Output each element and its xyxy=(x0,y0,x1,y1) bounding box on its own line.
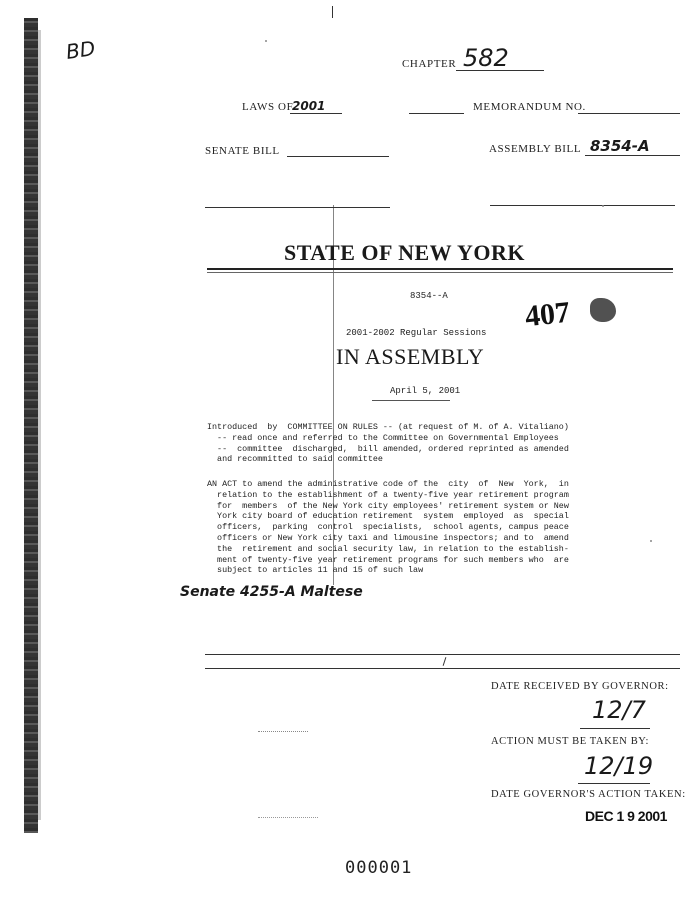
introduced-line: and recommitted to said committee xyxy=(207,454,383,465)
scan-speck xyxy=(650,540,652,542)
act-line: officers or New York city taxi and limousine inspectors; and to amend xyxy=(207,532,569,543)
introduced-line: Introduced by COMMITTEE ON RULES -- (at request of M. of A. Vitaliano) xyxy=(207,422,569,432)
stamp-number: 407 xyxy=(523,295,572,334)
state-title-rule xyxy=(207,268,673,270)
page-number: 000001 xyxy=(345,858,413,878)
scan-speck xyxy=(602,205,604,207)
laws-of-value: 2001 xyxy=(292,99,326,113)
memo-blank-line xyxy=(409,113,464,114)
act-line: ment of twenty-five year retirement programs for such members who are xyxy=(207,554,569,565)
act-line: relation to the establishment of a twenty-five year retirement program xyxy=(207,489,569,500)
memo-label: MEMORANDUM NO. xyxy=(473,101,586,113)
bill-number: 8354--A xyxy=(410,291,448,301)
session-text: 2001-2002 Regular Sessions xyxy=(346,328,487,338)
act-line: AN ACT to amend the administrative code of the city of New York, in xyxy=(207,479,569,489)
action-deadline-value: 12/19 xyxy=(584,752,654,780)
act-paragraph xyxy=(207,479,569,576)
act-line: York city board of education retirement system employed as special xyxy=(207,511,569,522)
chapter-label: CHAPTER xyxy=(402,58,457,70)
senate-note: Senate 4255-A Maltese xyxy=(180,584,363,600)
laws-of-line xyxy=(290,113,342,114)
margin-note: BD xyxy=(64,36,97,64)
date-received-line xyxy=(580,728,650,729)
act-line: the retirement and social security law, in relation to the establish- xyxy=(207,543,569,554)
senate-bill-label: SENATE BILL xyxy=(205,145,280,157)
lower-rule-2 xyxy=(205,668,680,669)
assembly-bill-value: 8354-A xyxy=(590,137,650,155)
chapter-value: 582 xyxy=(463,44,509,72)
state-title-rule-2 xyxy=(207,272,673,273)
bill-date-rule xyxy=(372,400,450,401)
date-received-label: DATE RECEIVED BY GOVERNOR: xyxy=(491,681,669,692)
action-taken-label: DATE GOVERNOR'S ACTION TAKEN: xyxy=(491,789,686,800)
act-line: subject to articles 11 and 15 of such law xyxy=(207,565,424,576)
action-deadline-label: ACTION MUST BE TAKEN BY: xyxy=(491,736,650,747)
scan-speck xyxy=(265,40,267,42)
assembly-bill-label: ASSEMBLY BILL xyxy=(489,143,582,155)
top-tick-mark xyxy=(332,6,333,18)
scan-dash-marks xyxy=(258,731,308,732)
scan-binding-edge xyxy=(24,18,38,833)
act-line: officers, parking control specialists, school agents, campus peace xyxy=(207,522,569,533)
scan-binding-shadow xyxy=(38,30,41,820)
introduced-paragraph xyxy=(207,422,569,465)
state-title: STATE OF NEW YORK xyxy=(284,240,525,265)
action-deadline-line xyxy=(578,783,650,784)
scan-dash-marks xyxy=(258,817,318,818)
stamp-smudge xyxy=(590,298,616,322)
lower-rule-tick xyxy=(443,657,447,666)
senate-bill-line xyxy=(287,156,389,157)
introduced-line: -- read once and referred to the Committee on Governmental Employees xyxy=(207,432,559,443)
memo-line xyxy=(578,113,680,114)
action-taken-value: DEC 1 9 2001 xyxy=(585,808,667,824)
laws-of-label: LAWS OF xyxy=(242,101,294,113)
introduced-line: -- committee discharged, bill amended, ordered reprinted as amended xyxy=(207,443,569,454)
chamber-title: IN ASSEMBLY xyxy=(336,344,485,369)
lower-rule-1 xyxy=(205,654,680,655)
act-line: for members of the New York city employees' retirement system or New xyxy=(207,500,569,511)
bill-date: April 5, 2001 xyxy=(390,386,461,396)
blank-line-right xyxy=(490,205,675,206)
date-received-value: 12/7 xyxy=(592,696,646,724)
blank-line-left xyxy=(205,207,390,208)
assembly-bill-line xyxy=(585,155,680,156)
